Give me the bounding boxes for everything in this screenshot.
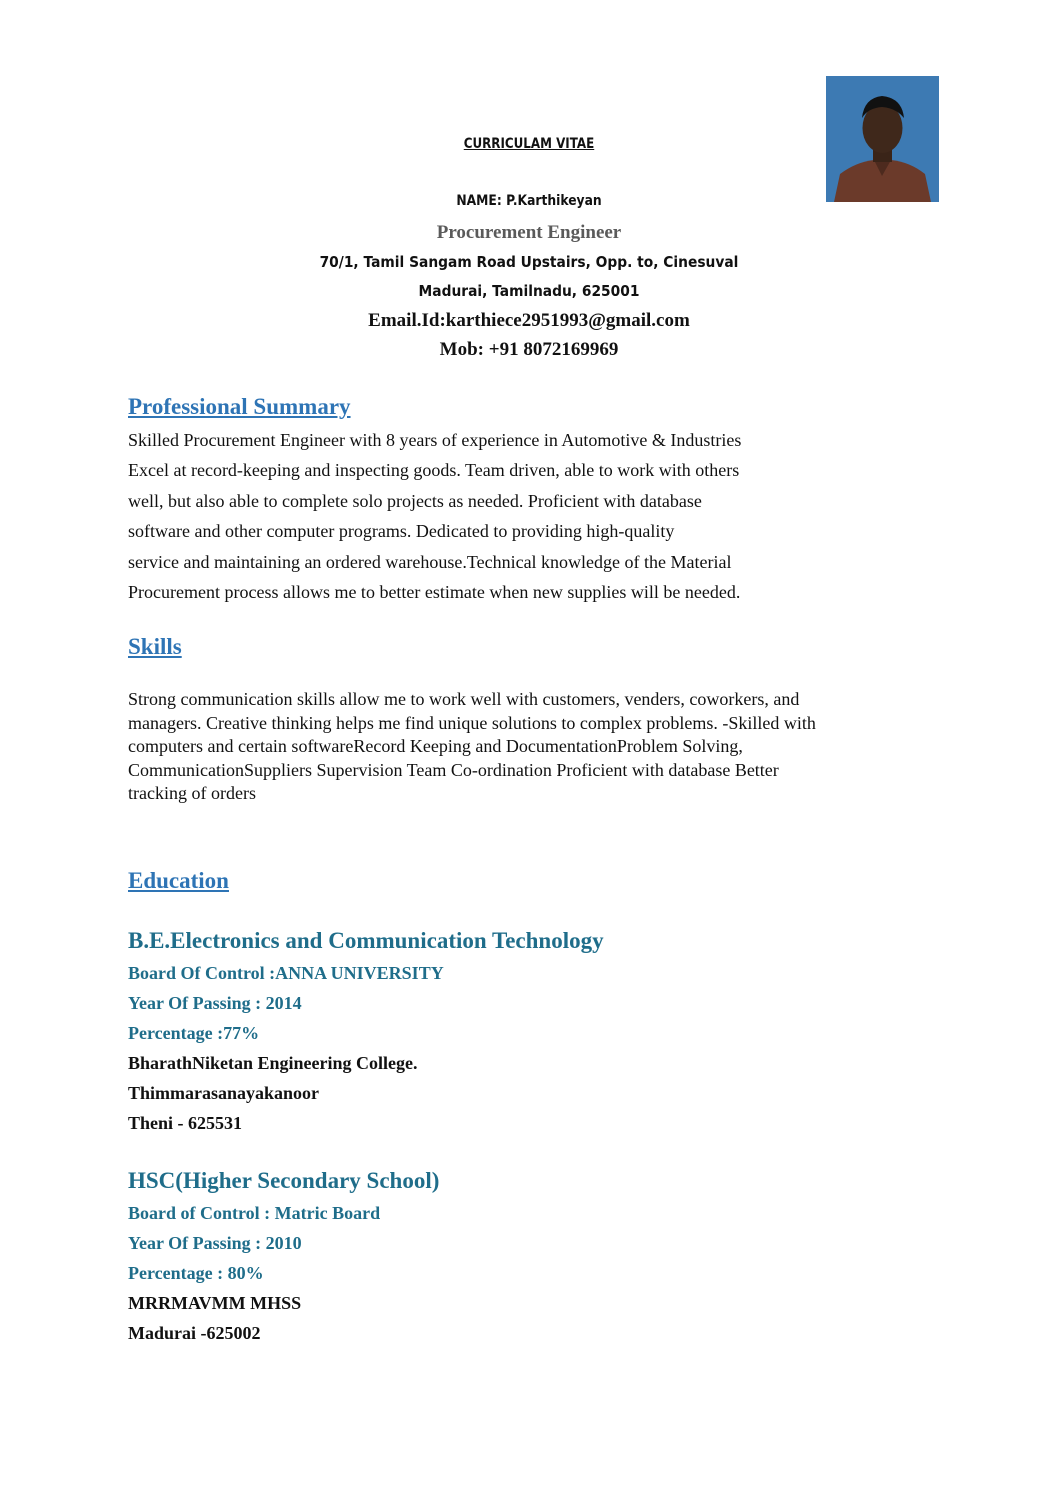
candidate-role: Procurement Engineer: [436, 222, 622, 243]
skills-line: Strong communication skills allow me to work well with customers, venders, coworkers, and: [128, 689, 800, 709]
college-place: Thimmarasanayakanoor: [128, 1083, 320, 1103]
skills-line: tracking of orders: [128, 783, 256, 803]
section-title-summary: Professional Summary: [128, 394, 351, 419]
address-line-2: Madurai, Tamilnadu, 625001: [418, 282, 640, 300]
school-name: MRRMAVMM MHSS: [128, 1293, 302, 1313]
mobile-number: Mob: +91 8072169969: [439, 339, 619, 360]
degree-title: B.E.Electronics and Communication Technology: [128, 928, 604, 953]
summary-line: Excel at record-keeping and inspecting goods. Team driven, able to work with others: [128, 460, 740, 481]
skills-line: managers. Creative thinking helps me find unique solutions to complex problems. -Skilled with: [128, 712, 816, 733]
summary-line: well, but also able to complete solo projects as needed. Proficient with database: [128, 490, 702, 511]
document-title: CURRICULAM VITAE: [463, 136, 595, 152]
summary-line: Skilled Procurement Engineer with 8 years of experience in Automotive & Industries: [128, 430, 742, 450]
summary-line: software and other computer programs. Dedicated to providing high-quality: [128, 521, 675, 542]
summary-line: Procurement process allows me to better estimate when new supplies will be needed.: [128, 582, 741, 603]
section-title-skills: Skills: [128, 634, 182, 659]
degree-year: Year Of Passing : 2014: [128, 993, 302, 1013]
college-name: BharathNiketan Engineering College.: [128, 1053, 418, 1073]
degree-board: Board Of Control :ANNA UNIVERSITY: [128, 963, 444, 983]
section-title-education: Education: [128, 868, 229, 893]
hsc-board: Board of Control : Matric Board: [128, 1203, 381, 1223]
skills-line: computers and certain softwareRecord Keeping and DocumentationProblem Solving,: [128, 736, 743, 756]
skills-paragraph: [128, 688, 928, 806]
email-address: Email.Id:karthiece2951993@gmail.com: [368, 310, 690, 331]
college-city: Theni - 625531: [128, 1113, 243, 1133]
summary-line: service and maintaining an ordered warehouse.Technical knowledge of the Material: [128, 551, 732, 572]
candidate-name: NAME: P.Karthikeyan: [456, 193, 602, 209]
summary-paragraph: [128, 425, 888, 607]
degree-percentage: Percentage :77%: [128, 1023, 260, 1043]
hsc-percentage: Percentage : 80%: [128, 1263, 264, 1283]
hsc-year: Year Of Passing : 2010: [128, 1233, 302, 1253]
skills-line: CommunicationSuppliers Supervision Team Co-ordination Proficient with database Better: [128, 759, 779, 780]
school-city: Madurai -625002: [128, 1323, 261, 1343]
hsc-title: HSC(Higher Secondary School): [128, 1168, 440, 1193]
address-line-1: 70/1, Tamil Sangam Road Upstairs, Opp. to, Cinesuval: [319, 253, 739, 271]
